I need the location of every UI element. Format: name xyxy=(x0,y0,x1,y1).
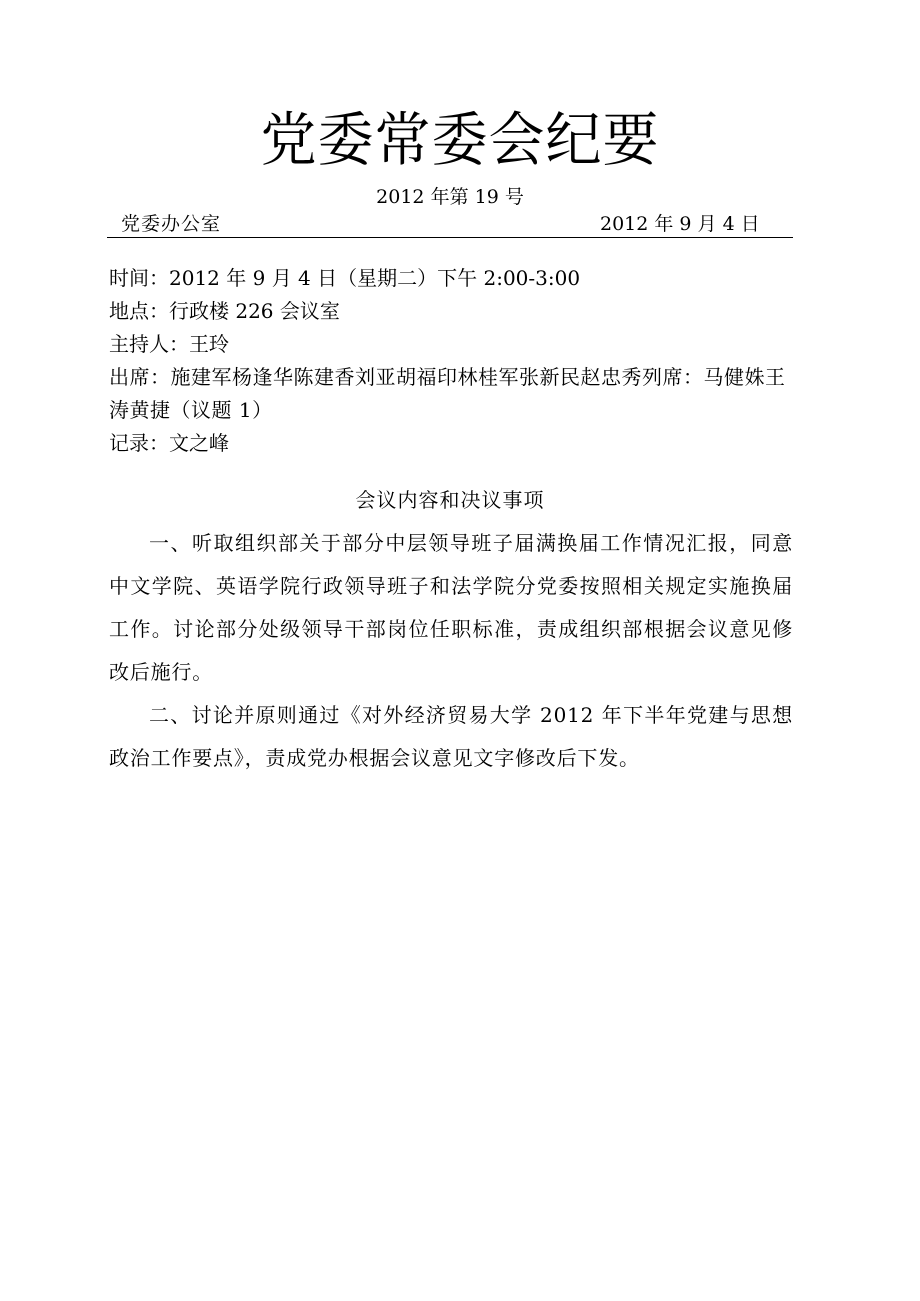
issue-date: 2012 年 9 月 4 日 xyxy=(600,213,760,235)
meeting-location: 地点：行政楼 226 会议室 xyxy=(109,299,340,323)
header-divider xyxy=(107,237,793,238)
meeting-time: 时间：2012 年 9 月 4 日（星期二）下午 2:00-3:00 xyxy=(109,266,581,290)
meeting-host: 主持人：王玲 xyxy=(109,332,229,356)
resolution-item: 一、听取组织部关于部分中层领导班子届满换届工作情况汇报，同意中文学院、英语学院行政领导班子和法学院分党委按照相关规定实施换届工作。讨论部分处级领导干部岗位任职标准，责成组织部根据会议意见修改后施行。 xyxy=(109,531,793,684)
issuing-office: 党委办公室 xyxy=(121,213,222,235)
document-title: 党委常委会纪要 xyxy=(260,106,660,175)
issue-number: 2012 年第 19 号 xyxy=(376,186,524,208)
section-heading: 会议内容和决议事项 xyxy=(355,488,545,512)
resolutions xyxy=(109,522,793,780)
meeting-details xyxy=(109,262,799,460)
meeting-attendance: 出席：施建军杨逢华陈建香刘亚胡福印林桂军张新民赵忠秀列席：马健姝王涛黄捷（议题 1） xyxy=(109,365,786,422)
resolution-item: 二、讨论并原则通过《对外经济贸易大学 2012 年下半年党建与思想政治工作要点》，责成党办根据会议意见文字修改后下发。 xyxy=(109,703,793,770)
meeting-recorder: 记录：文之峰 xyxy=(109,431,229,455)
